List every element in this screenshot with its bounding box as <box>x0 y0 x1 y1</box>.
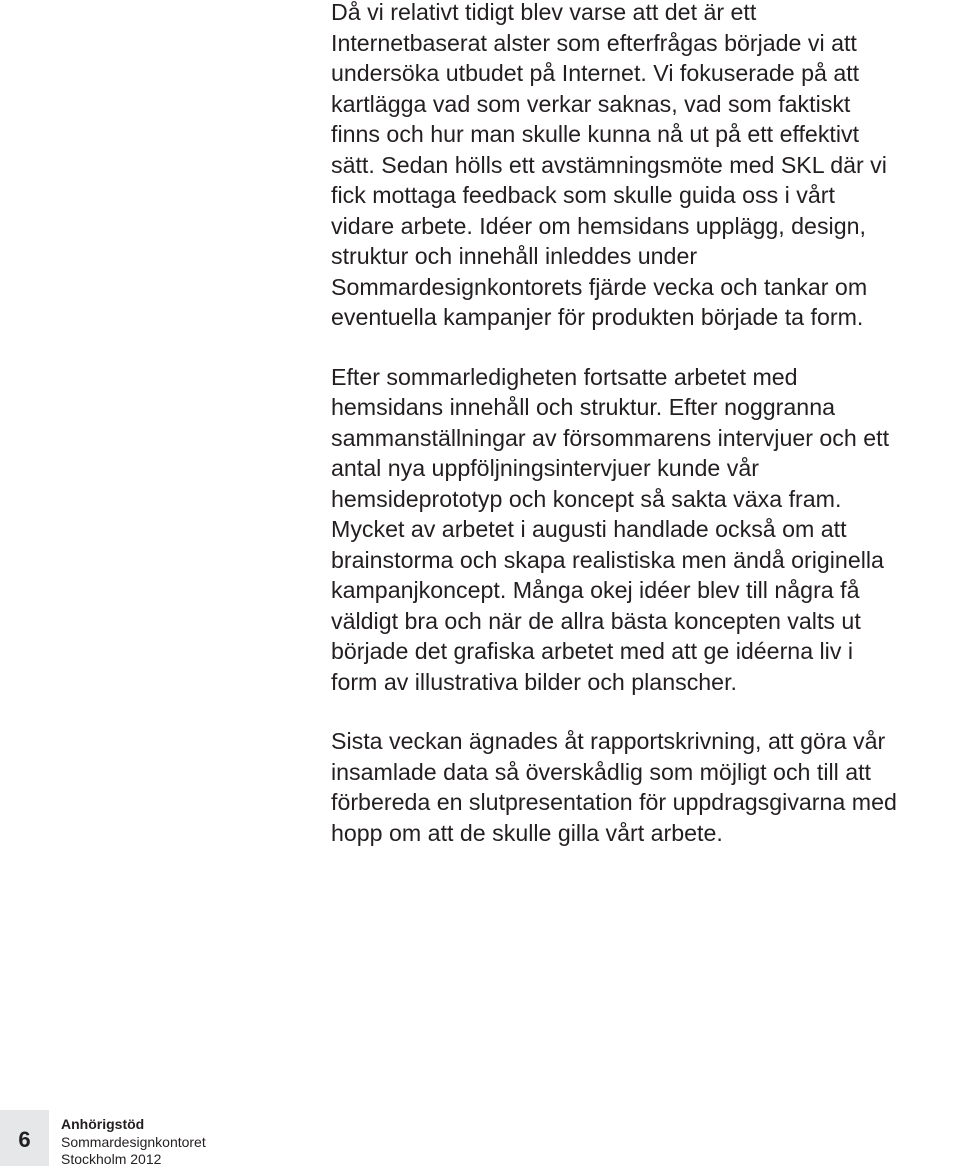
footer-organization: Anhörigstöd <box>61 1116 145 1132</box>
text-line: antal nya uppföljningsintervjuer kunde vår <box>331 455 759 481</box>
text-line: form av illustrativa bilder och planscher. <box>331 668 737 695</box>
text-line: Internetbaserat alster som efterfrågas började vi att <box>331 29 857 56</box>
paragraph <box>331 362 959 698</box>
text-line: Mycket av arbetet i augusti handlade också om att <box>331 516 847 542</box>
text-line: insamlade data så överskådlig som möjligt och till att <box>331 758 872 785</box>
text-line: hemsideprototyp och koncept så sakta växa fram. <box>331 485 842 512</box>
paragraph <box>331 0 959 333</box>
body-text <box>331 0 959 877</box>
footer-credits <box>61 1116 206 1169</box>
text-line: kartlägga vad som verkar saknas, vad som faktiskt <box>331 90 851 117</box>
text-line: brainstorma och skapa realistiska men ändå originella <box>331 546 884 573</box>
page-footer <box>0 1110 300 1166</box>
text-line: kampanjkoncept. Många okej idéer blev till några få <box>331 577 860 603</box>
text-line: eventuella kampanjer för produkten började ta form. <box>331 304 864 330</box>
text-line: struktur och innehåll inleddes under <box>331 243 698 269</box>
text-line: förbereda en slutpresentation för uppdragsgivarna med <box>331 789 897 815</box>
page-number: 6 <box>18 1127 31 1152</box>
footer-office: Sommardesignkontoret <box>61 1133 206 1150</box>
text-line: undersöka utbudet på Internet. Vi fokuserade på att <box>331 60 860 86</box>
text-line: vidare arbete. Idéer om hemsidans upplägg, design, <box>331 212 866 239</box>
paragraph <box>331 726 959 848</box>
text-line: väldigt bra och när de allra bästa koncepten valts ut <box>331 607 861 634</box>
footer-place-year: Stockholm 2012 <box>61 1151 162 1167</box>
page-number-box <box>0 1110 49 1166</box>
text-line: sätt. Sedan hölls ett avstämningsmöte med SKL där vi <box>331 151 887 178</box>
text-line: sammanställningar av försommarens intervjuer och ett <box>331 424 890 451</box>
text-line: började det grafiska arbetet med att ge idéerna liv i <box>331 638 854 664</box>
text-line: finns och hur man skulle kunna nå ut på ett effektivt <box>331 121 860 147</box>
text-line: Då vi relativt tidigt blev varse att det är ett <box>331 0 757 25</box>
text-line: Sista veckan ägnades åt rapportskrivning, att göra vår <box>331 728 886 754</box>
text-line: hopp om att de skulle gilla vårt arbete. <box>331 819 723 846</box>
text-line: hemsidans innehåll och struktur. Efter noggranna <box>331 394 835 420</box>
text-line: Sommardesignkontorets fjärde vecka och tankar om <box>331 273 868 300</box>
text-line: fick mottaga feedback som skulle guida oss i vårt <box>331 182 835 208</box>
text-line: Efter sommarledigheten fortsatte arbetet med <box>331 363 798 390</box>
